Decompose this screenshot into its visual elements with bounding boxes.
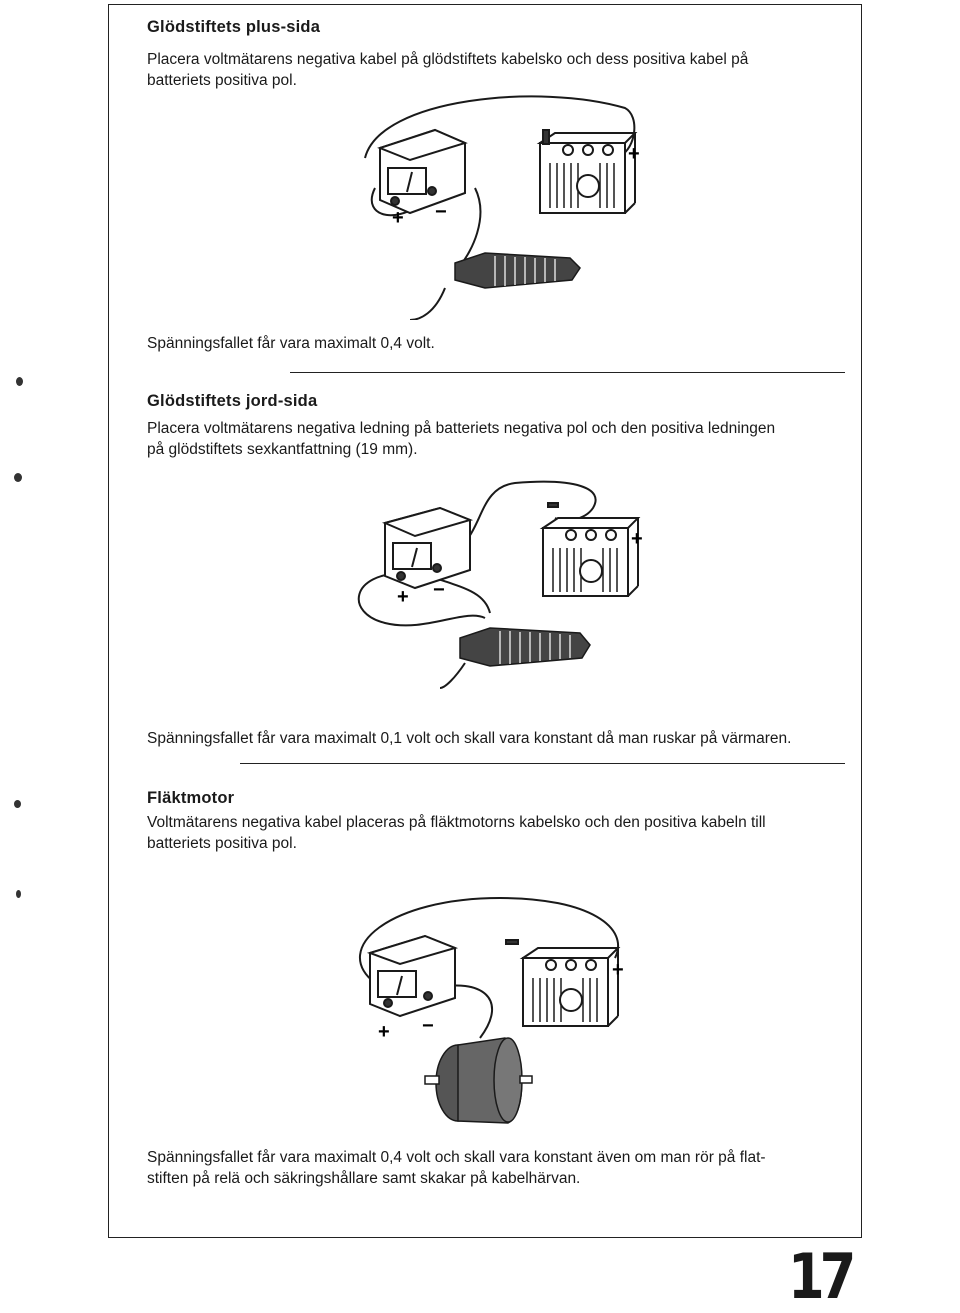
- section-text-ground-side: [147, 418, 857, 460]
- text-line: Placera voltmätarens negativa kabel på glödstiftets kabelsko och dess positiva kabel på: [147, 51, 749, 68]
- voltmeter-icon: [380, 130, 465, 213]
- text-line: Spänningsfallet får vara maximalt 0,4 volt och skall vara konstant även om man rör på flat-: [147, 1149, 766, 1166]
- plus-symbol: +: [612, 959, 624, 981]
- plus-symbol: +: [392, 207, 404, 229]
- page-number: 17: [788, 1240, 852, 1313]
- minus-symbol: −: [433, 579, 445, 601]
- plus-symbol: +: [397, 586, 409, 608]
- diagram-glowplug-ground-side: [345, 478, 655, 698]
- text-line: Voltmätarens negativa kabel placeras på fläktmotorns kabelsko och den positiva kabeln till: [147, 814, 766, 831]
- text-line: på glödstiftets sexkantfattning (19 mm).: [147, 441, 418, 458]
- section-title-fan-motor: Fläktmotor: [147, 789, 235, 807]
- battery-icon: [543, 503, 638, 596]
- plus-symbol: +: [378, 1021, 390, 1043]
- section-note-fan-motor: [147, 1147, 847, 1189]
- fan-motor-icon: [425, 1038, 532, 1123]
- plus-symbol: +: [631, 528, 643, 550]
- glow-plug-icon: [455, 253, 580, 288]
- diagram-fan-motor: [330, 888, 650, 1138]
- section-note-plus-side: Spänningsfallet får vara maximalt 0,4 volt.: [147, 335, 435, 352]
- diagram-glowplug-plus-side: [340, 88, 660, 320]
- margin-dot: [14, 473, 22, 482]
- section-title-plus-side: Glödstiftets plus-sida: [147, 18, 321, 36]
- text-line: Placera voltmätarens negativa ledning på batteriets negativa pol och den positiva ledningen: [147, 420, 776, 437]
- section-text-fan-motor: [147, 812, 857, 854]
- margin-dot: [16, 377, 23, 386]
- text-line: batteriets positiva pol.: [147, 72, 297, 89]
- battery-icon: [540, 130, 635, 213]
- margin-dot: [16, 890, 21, 898]
- glow-plug-icon: [460, 628, 590, 666]
- minus-symbol: −: [422, 1015, 434, 1037]
- section-text-plus-side: [147, 49, 857, 91]
- section-note-ground-side: Spänningsfallet får vara maximalt 0,1 volt och skall vara konstant då man ruskar på värmaren.: [147, 730, 792, 747]
- voltmeter-icon: [370, 936, 455, 1016]
- battery-icon: [506, 940, 618, 1026]
- voltmeter-icon: [385, 508, 470, 588]
- margin-dot: [14, 800, 21, 808]
- text-line: stiften på relä och säkringshållare samt skakar på kabelhärvan.: [147, 1170, 581, 1187]
- section-divider: [240, 763, 845, 764]
- plus-symbol: +: [628, 143, 640, 165]
- minus-symbol: −: [435, 201, 447, 223]
- section-title-ground-side: Glödstiftets jord-sida: [147, 392, 318, 410]
- section-divider: [290, 372, 845, 373]
- text-line: batteriets positiva pol.: [147, 835, 297, 852]
